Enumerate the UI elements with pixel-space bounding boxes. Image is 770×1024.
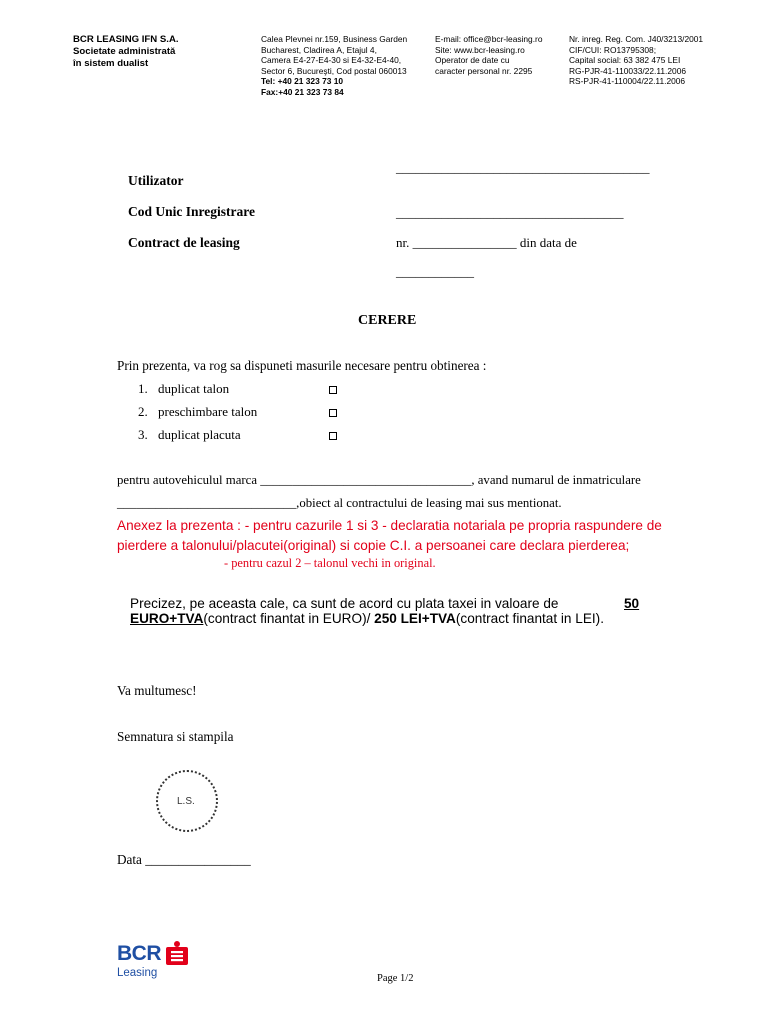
stamp-label: L.S.	[177, 796, 195, 807]
company-name: BCR LEASING IFN S.A.	[73, 34, 179, 45]
address-line: Bucharest, Cladirea A, Etajul 4,	[261, 44, 377, 55]
data-operator-number: caracter personal nr. 2295	[435, 65, 533, 76]
annex-text-line-2: pierdere a talonului/placutei(original) si copie C.I. a persoanei care declara pierderea;	[117, 538, 630, 553]
registry-line: Capital social: 63 382 475 LEI	[569, 55, 681, 65]
date-line[interactable]: Data ________________	[117, 852, 251, 867]
registry-line: RG-PJR-41-110033/22.11.2006	[569, 65, 687, 76]
phone-number: Tel: +40 21 323 73 10	[261, 76, 344, 86]
fee-text-line-2	[130, 611, 604, 626]
bcr-logo-mark-icon	[166, 941, 188, 965]
option-3-checkbox[interactable]	[329, 432, 337, 440]
intro-text: Prin prezenta, va rog sa dispuneti masurile necesare pentru obtinerea :	[117, 358, 487, 373]
address-line: Calea Plevnei nr.159, Business Garden	[261, 34, 408, 44]
thanks-text: Va multumesc!	[117, 683, 197, 698]
logo-sub-text: Leasing	[117, 967, 158, 979]
cod-unic-input-line[interactable]: ___________________________________	[396, 205, 624, 220]
option-number: 1.	[138, 381, 148, 396]
bcr-leasing-logo	[117, 938, 197, 982]
option-label: preschimbare talon	[158, 404, 258, 419]
company-system: în sistem dualist	[73, 58, 149, 69]
vehicle-brand-line[interactable]: pentru autovehiculul marca _________________________________, avand numarul de inmatriculare	[117, 473, 641, 487]
address-line: Camera E4-27-E4-30 si E4-32-E4-40,	[261, 55, 402, 65]
registry-line: Nr. inreg. Reg. Com. J40/3213/2001	[569, 34, 704, 44]
registry-line: CIF/CUI: RO13795308;	[569, 44, 657, 55]
page-number: Page 1/2	[377, 973, 414, 984]
annex-text-line-1: Anexez la prezenta : - pentru cazurile 1 si 3 - declaratia notariala pe propria raspundere de	[117, 518, 662, 533]
logo-brand-text: BCR	[117, 942, 161, 965]
website: Site: www.bcr-leasing.ro	[435, 44, 525, 55]
signature-label: Semnatura si stampila	[117, 729, 234, 744]
option-1-checkbox[interactable]	[329, 386, 337, 394]
fee-amount-euro-unit: EURO+TVA	[130, 611, 204, 626]
data-operator: Operator de date cu	[435, 55, 510, 65]
fee-amount-lei: 250 LEI+TVA	[374, 611, 456, 626]
utilizator-input-line[interactable]: _______________________________________	[396, 160, 650, 175]
email: E-mail: office@bcr-leasing.ro	[435, 34, 543, 44]
annex-text-line-3: - pentru cazul 2 – talonul vechi in original.	[224, 556, 436, 570]
vehicle-registration-line[interactable]: ____________________________,obiect al contractului de leasing mai sus mentionat.	[117, 496, 562, 510]
document-title: CERERE	[358, 313, 417, 328]
option-number: 2.	[138, 404, 148, 419]
company-address-block	[261, 34, 407, 97]
registry-line: RS-PJR-41-110004/22.11.2006	[569, 76, 686, 86]
option-number: 3.	[138, 427, 148, 442]
contact-block	[435, 34, 543, 76]
option-label: duplicat placuta	[158, 427, 241, 442]
fee-prefix: Precizez, pe aceasta cale, ca sunt de acord cu plata taxei in valoare de	[130, 596, 559, 611]
option-label: duplicat talon	[158, 381, 230, 396]
cod-unic-label: Cod Unic Inregistrare	[128, 204, 255, 219]
contract-number-date-line[interactable]: nr. ________________ din data de	[396, 235, 577, 250]
fee-euro-note: (contract finantat in EURO)/	[203, 611, 371, 626]
fee-text-line-1	[130, 596, 558, 611]
fee-amount-euro-value: 50	[624, 596, 640, 611]
registry-block	[569, 34, 703, 87]
option-2-checkbox[interactable]	[329, 409, 337, 417]
fax-number: Fax:+40 21 323 73 84	[261, 86, 344, 97]
fee-lei-note: (contract finantat in LEI).	[455, 611, 604, 626]
company-name-block	[73, 34, 179, 70]
contract-label: Contract de leasing	[128, 235, 240, 250]
utilizator-label: Utilizator	[128, 173, 184, 188]
contract-date-line[interactable]: ____________	[396, 264, 474, 279]
address-line: Sector 6, Bucureşti, Cod postal 060013	[261, 65, 407, 76]
company-type: Societate administrată	[73, 46, 176, 57]
